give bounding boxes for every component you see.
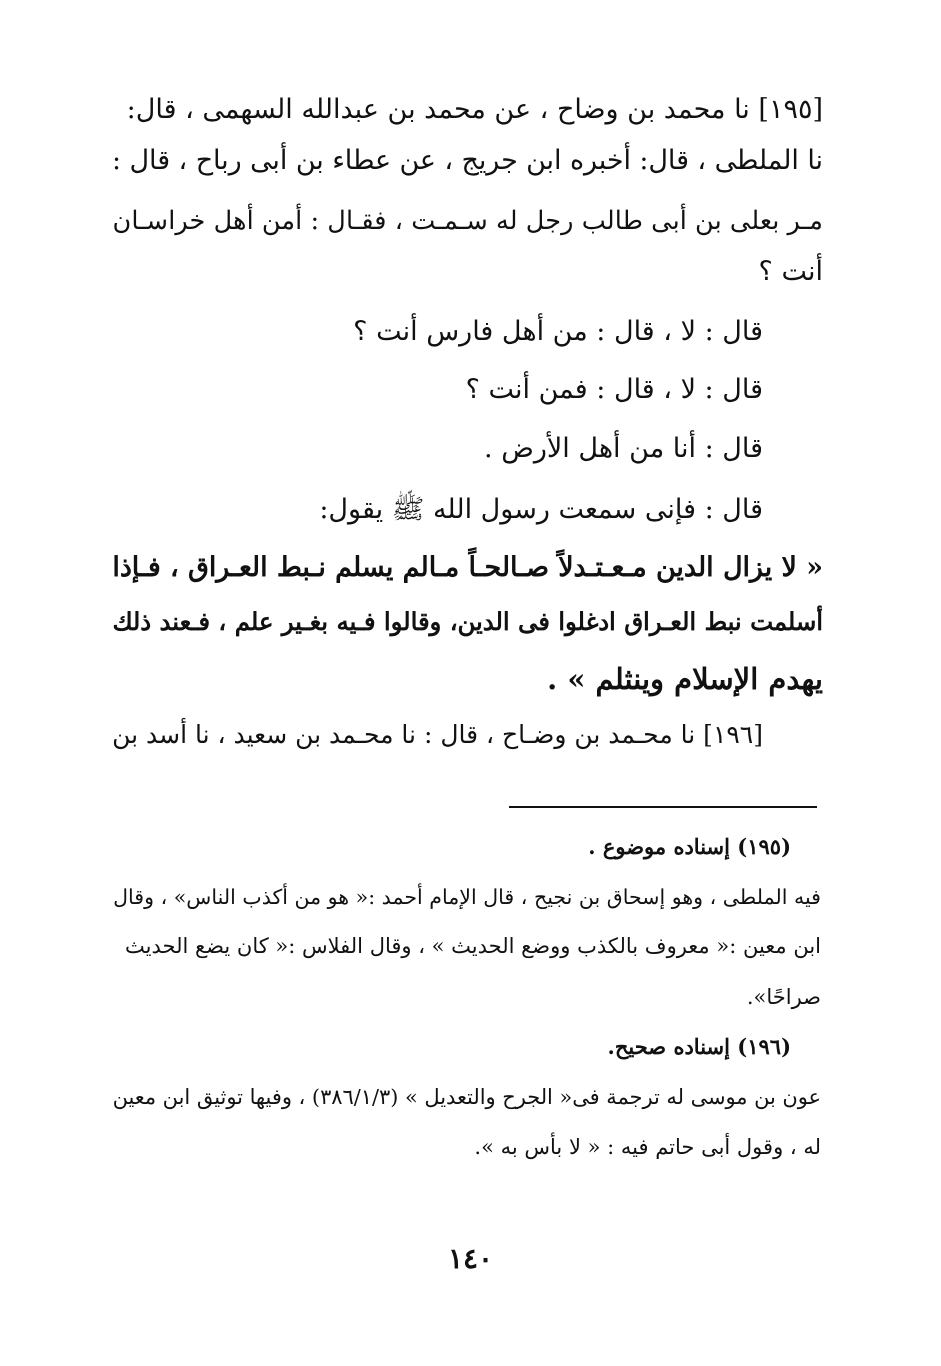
footnote-196-line-1: عون بن موسى له ترجمة فى« الجرح والتعديل » (٣٨٦/١/٣) ، وفيها توثيق ابن معين <box>112 1085 821 1109</box>
text-line-7: قال : أنا من أهل الأرض . <box>484 433 763 464</box>
text-line-8: قال : فإنى سمعت رسول الله ﷺ يقول: <box>319 494 763 525</box>
text-line-1: [١٩٥] نا محمد بن وضاح ، عن محمد بن عبدالله السهمى ، قال: <box>126 94 823 125</box>
text-line-2: نا الملطى ، قال: أخبره ابن جريج ، عن عطاء بن أبى رباح ، قال : <box>112 145 823 176</box>
footnote-separator <box>509 806 817 808</box>
footnote-196-title: (١٩٦) إسناده صحيح. <box>607 1034 791 1059</box>
text-line-4: أنت ؟ <box>758 256 823 287</box>
footnote-195-line-3: صراحًا». <box>746 985 821 1009</box>
text-line-3: مـر بعلى بن أبى طالب رجل له سـمـت ، فقـال : أمن أهل خراسـان <box>112 206 823 236</box>
text-line-5: قال : لا ، قال : من أهل فارس أنت ؟ <box>353 316 763 347</box>
hadith-line-2: أسلمت نبط العـراق ادغلوا فى الدين، وقالوا فـيه بغـير علم ، فـعند ذلك <box>112 607 823 636</box>
text-line-6: قال : لا ، قال : فمن أنت ؟ <box>465 374 763 405</box>
page-number: ١٤٠ <box>447 1242 494 1275</box>
footnote-195-line-2: ابن معين :« معروف بالكذب ووضع الحديث » ، وقال الفلاس :« كان يضع الحديث <box>125 934 821 958</box>
hadith-line-3: يهدم الإسلام وينثلم » . <box>547 662 823 696</box>
footnote-196-line-2: له ، وقول أبى حاتم فيه : « لا بأس به ». <box>474 1135 821 1159</box>
footnote-195-line-1: فيه الملطى ، وهو إسحاق بن نجيح ، قال الإمام أحمد :« هو من أكذب الناس» ، وقال <box>113 885 821 909</box>
footnote-195-title: (١٩٥) إسناده موضوع . <box>588 834 791 859</box>
hadith-line-1: « لا يزال الدين مـعـتـدلاً صـالحـاً مـالم يسلم نـبط العـراق ، فـإذا <box>112 552 823 583</box>
text-line-12: [١٩٦] نا محـمد بن وضـاح ، قال : نا محـمد بن سعيد ، نا أسد بن <box>112 720 763 749</box>
